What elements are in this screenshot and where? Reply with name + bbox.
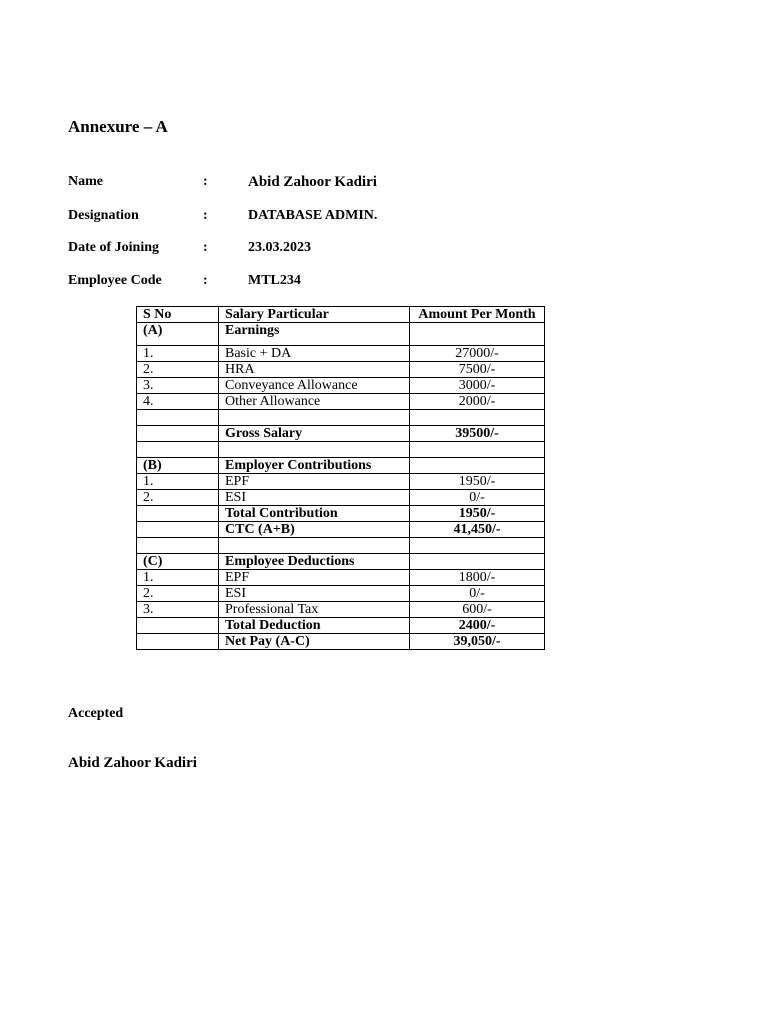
ctc-amount: 41,450/-	[410, 522, 545, 538]
table-header-row	[137, 307, 545, 323]
field-designation-label: Designation	[68, 208, 139, 223]
field-date-of-joining-label: Date of Joining	[68, 240, 159, 255]
section-employer-row	[137, 458, 545, 474]
row-amount: 1800/-	[410, 570, 545, 586]
table-row	[137, 394, 545, 410]
row-sno: 1.	[137, 474, 219, 490]
total-deduction-label: Total Deduction	[219, 618, 410, 634]
empty-cell	[137, 442, 219, 458]
ctc-row	[137, 522, 545, 538]
table-row-empty	[137, 410, 545, 426]
field-name	[68, 174, 568, 192]
row-particular: ESI	[219, 490, 410, 506]
field-designation-colon: :	[203, 208, 208, 223]
gross-salary-label: Gross Salary	[219, 426, 410, 442]
section-earnings-row	[137, 323, 545, 346]
section-employer-title: Employer Contributions	[219, 458, 410, 474]
row-amount: 600/-	[410, 602, 545, 618]
row-sno: 2.	[137, 586, 219, 602]
row-particular: Conveyance Allowance	[219, 378, 410, 394]
accepted-label: Accepted	[68, 706, 124, 721]
ctc-label: CTC (A+B)	[219, 522, 410, 538]
field-designation-value: DATABASE ADMIN.	[248, 208, 378, 223]
row-amount: 7500/-	[410, 362, 545, 378]
row-particular: EPF	[219, 474, 410, 490]
empty-cell	[137, 426, 219, 442]
row-amount: 27000/-	[410, 346, 545, 362]
row-particular: Basic + DA	[219, 346, 410, 362]
section-deductions-row	[137, 554, 545, 570]
empty-cell	[137, 506, 219, 522]
row-amount: 1950/-	[410, 474, 545, 490]
table-row	[137, 378, 545, 394]
empty-cell	[410, 554, 545, 570]
total-deduction-row	[137, 618, 545, 634]
empty-cell	[219, 538, 410, 554]
row-particular: HRA	[219, 362, 410, 378]
row-particular: ESI	[219, 586, 410, 602]
table-row	[137, 346, 545, 362]
section-a-label: (A)	[137, 323, 219, 346]
net-pay-row	[137, 634, 545, 650]
row-amount: 2000/-	[410, 394, 545, 410]
table-row	[137, 602, 545, 618]
total-contribution-label: Total Contribution	[219, 506, 410, 522]
row-particular: Professional Tax	[219, 602, 410, 618]
empty-cell	[410, 458, 545, 474]
row-amount: 3000/-	[410, 378, 545, 394]
salary-table	[136, 306, 545, 650]
total-deduction-amount: 2400/-	[410, 618, 545, 634]
gross-salary-amount: 39500/-	[410, 426, 545, 442]
row-particular: Other Allowance	[219, 394, 410, 410]
empty-cell	[410, 410, 545, 426]
section-deductions-title: Employee Deductions	[219, 554, 410, 570]
empty-cell	[137, 522, 219, 538]
empty-cell	[219, 410, 410, 426]
field-date-of-joining-colon: :	[203, 240, 208, 255]
total-contribution-row	[137, 506, 545, 522]
net-pay-label: Net Pay (A-C)	[219, 634, 410, 650]
row-sno: 2.	[137, 362, 219, 378]
total-contribution-amount: 1950/-	[410, 506, 545, 522]
section-earnings-title: Earnings	[219, 323, 410, 346]
table-row-empty	[137, 538, 545, 554]
signature-name: Abid Zahoor Kadiri	[68, 755, 197, 771]
empty-cell	[137, 410, 219, 426]
row-particular: EPF	[219, 570, 410, 586]
row-sno: 1.	[137, 570, 219, 586]
field-employee-code-colon: :	[203, 273, 208, 288]
table-row	[137, 570, 545, 586]
row-sno: 2.	[137, 490, 219, 506]
row-sno: 3.	[137, 602, 219, 618]
empty-cell	[410, 442, 545, 458]
section-c-label: (C)	[137, 554, 219, 570]
table-row	[137, 586, 545, 602]
table-row	[137, 474, 545, 490]
table-row	[137, 362, 545, 378]
table-row	[137, 490, 545, 506]
header-amount-per-month: Amount Per Month	[410, 307, 545, 323]
field-employee-code	[68, 273, 568, 291]
table-row-empty	[137, 442, 545, 458]
field-name-value: Abid Zahoor Kadiri	[248, 174, 377, 190]
section-b-label: (B)	[137, 458, 219, 474]
annexure-title: Annexure – A	[68, 117, 168, 136]
empty-cell	[137, 618, 219, 634]
field-date-of-joining-value: 23.03.2023	[248, 240, 311, 255]
field-date-of-joining	[68, 240, 568, 258]
row-amount: 0/-	[410, 490, 545, 506]
header-sno: S No	[137, 307, 219, 323]
row-amount: 0/-	[410, 586, 545, 602]
field-name-colon: :	[203, 174, 208, 189]
empty-cell	[137, 634, 219, 650]
row-sno: 3.	[137, 378, 219, 394]
header-salary-particular: Salary Particular	[219, 307, 410, 323]
empty-cell	[137, 538, 219, 554]
field-designation	[68, 208, 568, 226]
row-sno: 1.	[137, 346, 219, 362]
empty-cell	[410, 323, 545, 346]
field-name-label: Name	[68, 174, 103, 189]
row-sno: 4.	[137, 394, 219, 410]
gross-salary-row	[137, 426, 545, 442]
field-employee-code-value: MTL234	[248, 273, 301, 288]
field-employee-code-label: Employee Code	[68, 273, 162, 288]
net-pay-amount: 39,050/-	[410, 634, 545, 650]
empty-cell	[410, 538, 545, 554]
empty-cell	[219, 442, 410, 458]
